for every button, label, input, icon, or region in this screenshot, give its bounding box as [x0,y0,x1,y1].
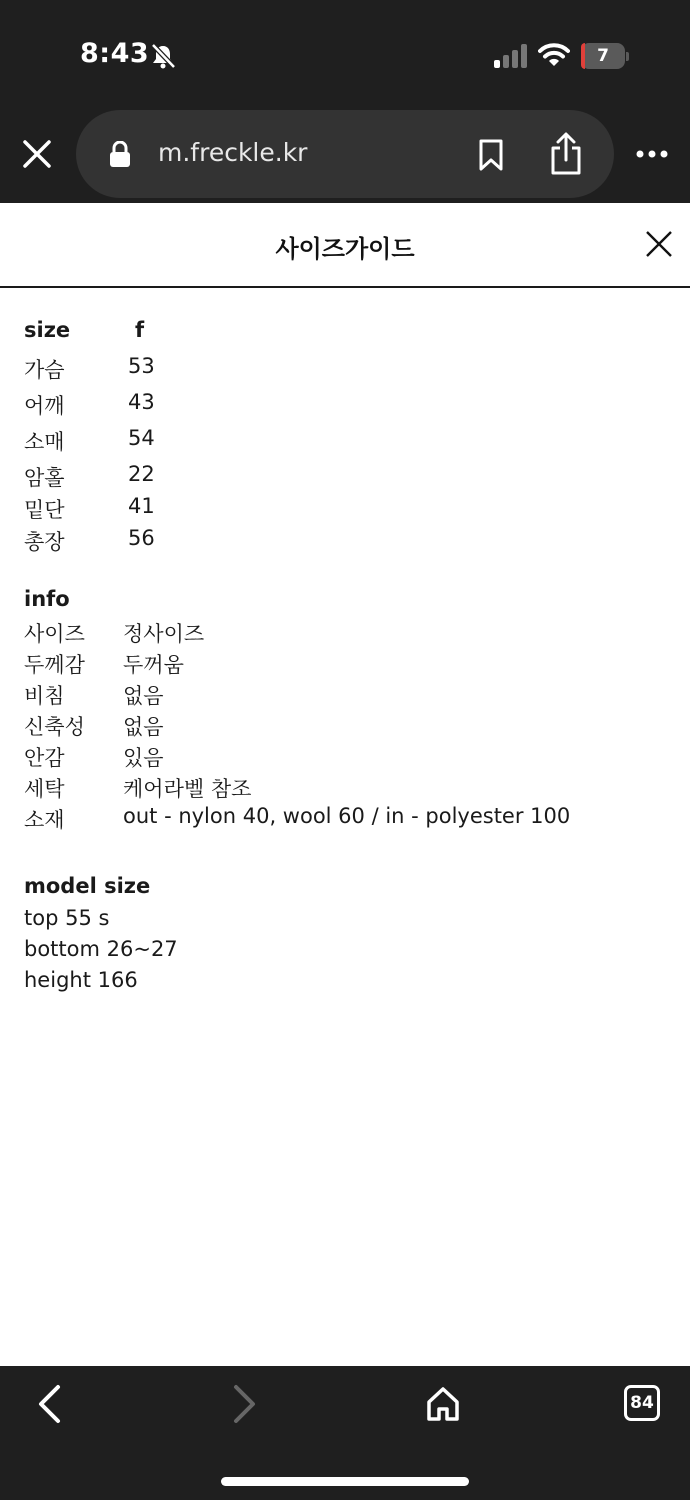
info-heading: info [24,587,70,611]
size-row-value: 41 [128,494,155,518]
cellular-signal-icon [494,44,528,68]
home-indicator[interactable] [221,1477,469,1486]
size-row-value: 56 [128,526,155,550]
browser-top-bar [0,0,690,203]
bookmark-icon[interactable] [477,138,505,172]
modal-header [0,203,690,288]
info-row-label: 세탁 [24,777,65,801]
info-row-value: 없음 [123,684,164,708]
model-size-line: bottom 26~27 [24,937,178,961]
chevron-right-icon[interactable] [230,1383,260,1425]
size-row-label: 소매 [24,430,65,454]
tabs-button[interactable]: 84 [624,1385,660,1421]
size-row-label: 총장 [24,530,65,554]
lock-icon [109,141,131,167]
address-url[interactable]: m.freckle.kr [158,138,308,167]
info-row-value: 없음 [123,715,164,739]
bell-slash-icon [149,42,177,70]
chevron-left-icon[interactable] [34,1383,64,1425]
info-row-label: 비침 [24,684,65,708]
info-row-value: 있음 [123,746,164,770]
size-row-label: 어깨 [24,394,65,418]
size-row-label: 가슴 [24,358,65,382]
wifi-icon [538,42,570,68]
model-size-heading: model size [24,874,151,898]
info-row-label: 안감 [24,746,65,770]
info-row-label: 소재 [24,808,65,832]
info-row-label: 신축성 [24,715,85,739]
battery-icon [581,43,629,69]
size-row-value: 53 [128,354,155,378]
battery-percent: 7 [597,46,609,66]
info-row-value: 정사이즈 [123,622,205,646]
size-row-value: 54 [128,426,155,450]
modal-title: 사이즈가이드 [275,235,415,263]
size-row-label: 암홀 [24,466,65,490]
size-row-label: 밑단 [24,498,65,522]
info-row-value: out - nylon 40, wool 60 / in - polyester 100 [123,804,571,828]
status-time: 8:43 [80,38,150,69]
share-icon[interactable] [549,132,583,176]
address-bar[interactable] [76,110,614,198]
model-size-line: top 55 s [24,906,110,930]
size-row-value: 43 [128,390,155,414]
size-header-label: size [24,318,71,342]
close-icon[interactable] [644,229,674,259]
info-row-value: 두꺼움 [123,653,184,677]
home-icon[interactable] [425,1385,461,1423]
model-size-line: height 166 [24,968,138,992]
close-tab-icon[interactable] [20,137,54,171]
more-options-icon[interactable] [636,148,668,160]
info-row-label: 사이즈 [24,622,85,646]
size-header-value: f [135,318,145,342]
size-row-value: 22 [128,462,155,486]
info-row-value: 케어라벨 참조 [123,777,252,801]
info-row-label: 두께감 [24,653,85,677]
